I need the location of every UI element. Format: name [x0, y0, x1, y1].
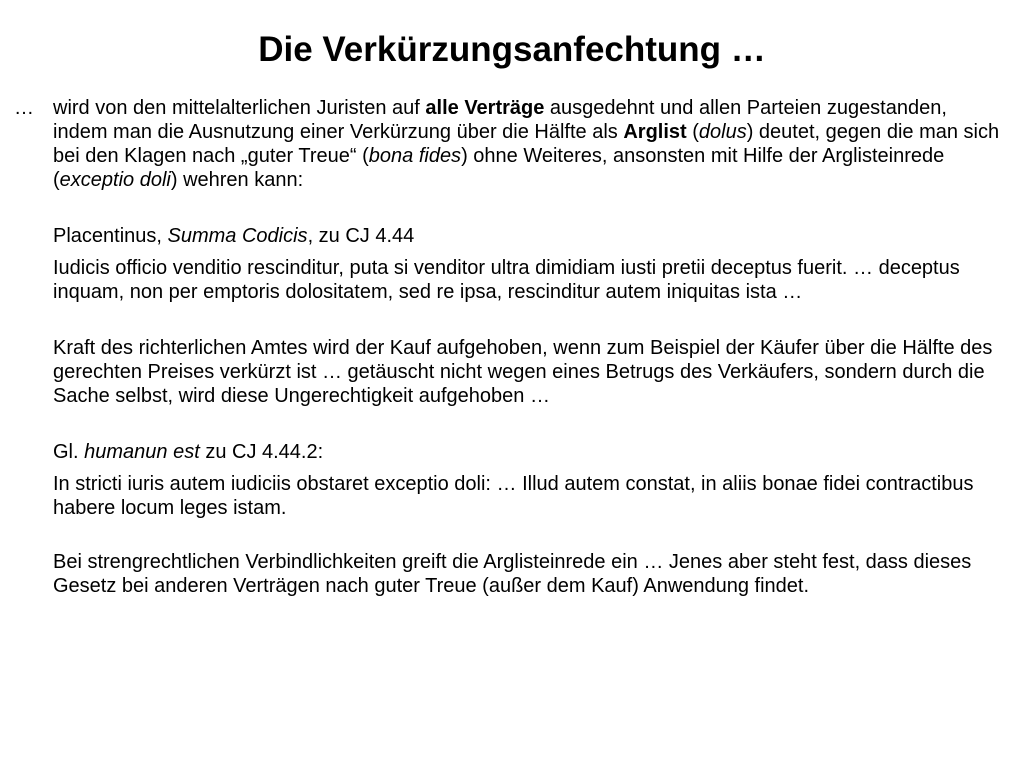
intro-italic-bona-fides: bona fides — [368, 145, 462, 167]
source-citation-1 — [53, 224, 1003, 248]
intro-text-1: wird von den mittelalterlichen Juristen auf — [53, 97, 426, 119]
source2-author: Gl. — [53, 441, 85, 463]
intro-italic-exceptio-doli: exceptio doli — [59, 169, 171, 191]
german-translation-1: Kraft des richterlichen Amtes wird der Kauf aufgehoben, wenn zum Beispiel der Käufer über die Hälfte des gerechten Preises verkürzt ist … getäuscht nicht wegen eines Betrugs des Verkäufers, sondern durch die Sache selbst, wird diese Ungerechtigkeit aufgehoben … — [53, 337, 993, 407]
source1-work: Summa Codicis — [167, 225, 308, 247]
latin-quote-2: In stricti iuris autem iudiciis obstaret exceptio doli: … Illud autem constat, in aliis bonae fidei contractibus habere locum leges istam. — [53, 473, 974, 519]
intro-text-6: ) wehren kann: — [170, 169, 304, 191]
latin-quote-1: Iudicis officio venditio rescinditur, puta si venditor ultra dimidiam iusti pretii deceptus fuerit. … deceptus inquam, non per emptoris dolositatem, sed re ipsa, rescinditur autem iniquitas ista … — [53, 257, 960, 303]
intro-text-4: ) deutet, gegen die man sich bei den Klagen nach „guter Treue“ ( — [53, 121, 1000, 167]
source2-work: humanun est — [84, 441, 200, 463]
intro-text-3: ( — [686, 121, 699, 143]
intro-paragraph — [53, 96, 1003, 192]
source1-ref: , zu CJ 4.44 — [307, 225, 415, 247]
slide-content — [53, 96, 1003, 598]
intro-text-2: ausgedehnt und allen Parteien zugestanden, indem man die Ausnutzung einer Verkürzung über die Hälfte als — [53, 97, 947, 143]
intro-italic-dolus: dolus — [698, 121, 747, 143]
intro-bold-arglist: Arglist — [623, 121, 687, 143]
slide-title: Die Verkürzungsanfechtung … — [258, 30, 766, 69]
source2-ref: zu CJ 4.44.2: — [199, 441, 324, 463]
bullet-marker: … — [14, 97, 34, 119]
intro-text-5: ) ohne Weiteres, ansonsten mit Hilfe der Arglisteinrede ( — [53, 145, 945, 191]
source-citation-2 — [53, 440, 1003, 464]
intro-bold-alle-vertraege: alle Verträge — [425, 97, 545, 119]
source1-author: Placentinus, — [53, 225, 168, 247]
german-translation-2: Bei strengrechtlichen Verbindlichkeiten greift die Arglisteinrede ein … Jenes aber steht fest, dass dieses Gesetz bei anderen Verträgen nach guter Treue (außer dem Kauf) Anwendung findet. — [53, 551, 972, 597]
